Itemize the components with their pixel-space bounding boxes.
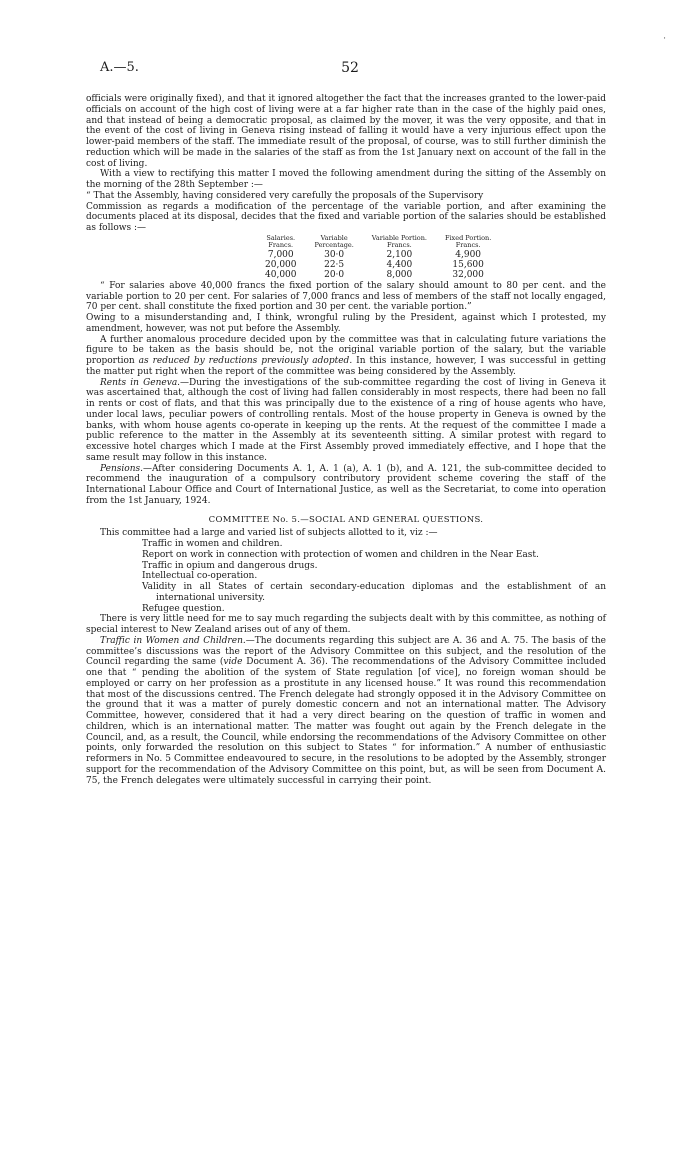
list-item: Report on work in connection with protection of women and children in the Near East. [142,549,539,560]
page-number: 52 [341,60,359,76]
list-item: Validity in all States of certain secondary-education diplomas and the establishment of an international university. [142,582,606,603]
table-cell: 4,400 [386,259,413,270]
paragraph-amendment: With a view to rectifying this matter I moved the following amendment during the sitting of the Assembly on the morning of the 28th September :— [86,169,606,190]
paragraph-rents-in-geneva: Rents in Geneva.—During the investigations of the sub-committee regarding the cost of living in Geneva it was ascertained that, although the cost of living had fallen considerably in most respects, there had been no fall in rents or cost of flats, and that this was principally due to the existence of a ring of house agents who have, under local laws, peculiar powers of controlling rentals. Most of the house property in Geneva is owned by the banks, with whom house agents co-operate in keeping up the rents. At the request of the committee I made a public reference to the matter in the Assembly at its seventeenth sitting. A similar protest with regard to excessive hotel charges which I made at the First Assembly proved immediately effective, and I hope that the same result may follow in this instance. [86,377,606,463]
table-cell: 8,000 [386,269,413,280]
paragraph-pensions: Pensions.—After considering Documents A. 1, A. 1 (a), A. 1 (b), and A. 121, the sub-committee decided to recommend the inauguration of a compulsory contributory provident scheme covering the staff of the International Labour Office and Court of International Justice, as well as the Secretariat, to come into operation from the 1st January, 1924. [86,463,606,506]
page-header [100,60,600,82]
table-cell: 32,000 [452,269,484,280]
table-cell: 40,000 [265,269,297,280]
col-header-fixed-portion: Fixed Portion. Francs. [444,233,492,250]
salary-table-header [256,235,500,250]
table-row [256,250,500,260]
traffic-heading: Traffic in Women and Children. [100,635,246,646]
body-text [86,94,606,786]
table-cell: 30·0 [324,249,345,260]
salary-table [256,235,500,280]
col-header-variable-portion: Variable Portion. Francs. [371,233,427,250]
table-row [256,270,500,280]
table-cell: 4,900 [455,249,482,260]
table-cell: 20·0 [324,269,345,280]
paragraph-committee-subjects: This committee had a large and varied list of subjects allotted to it, viz :— [100,528,438,539]
subjects-list [86,539,606,614]
table-cell: 20,000 [265,259,297,270]
list-item: Intellectual co-operation. [142,571,258,582]
document-reference: A.—5. [100,60,139,75]
paragraph-anomalous-procedure: A further anomalous procedure decided upon by the committee was that in calculating future variations the figure to be taken as the basis should be, not the original variable portion of the salary, but the variable proportion as reduced by reductions previously adopted. In this instance, however, I was successful in getting the matter put right when the report of the committee was being considered by the Assembly. [86,334,606,377]
paragraph-officials: officials were originally fixed), and that it ignored altogether the fact that the increases granted to the lower-paid officials on account of the high cost of living were at a far higher rate than in the case of the highly paid ones, and that instead of being a democratic proposal, as claimed by the mover, it was the very opposite, and that in the event of the cost of living in Geneva rising instead of falling it would have a very injurious effect upon the lower-paid members of the staff. The immediate result of the proposal, of course, was to still further diminish the reduction which will be made in the salaries of the staff as from the 1st January next on account of the fall in the cost of living. [86,94,606,169]
rents-heading: Rents in Geneva. [100,377,181,388]
paragraph-misunderstanding: Owing to a misunderstanding and, I think, wrongful ruling by the President, against which I protested, my amendment, however, was not put before the Assembly. [86,313,606,334]
col-header-salaries: Salaries. Francs. [266,233,296,250]
table-cell: 22·5 [324,259,345,270]
quote-closing: “ For salaries above 40,000 francs the fixed portion of the salary should amount to 80 per cent. and the variable portion to 20 per cent. For salaries of 7,000 francs and less of members of the staff not locally engaged, 70 per cent. shall constitute the fixed portion and 30 per cent. the variable portion.” [86,280,606,313]
quote-opening: “ That the Assembly, having considered very carefully the proposals of the Supervisory [86,190,484,201]
section-heading-committee-5: COMMITTEE No. 5.—SOCIAL AND GENERAL QUESTIONS. [208,514,484,525]
list-item: Refugee question. [142,603,225,614]
table-cell: 15,600 [452,259,484,270]
table-cell: 2,100 [386,249,413,260]
col-header-variable-percentage: Variable Percentage. [314,233,354,250]
table-cell: 7,000 [267,249,294,260]
list-item: Traffic in opium and dangerous drugs. [142,560,318,571]
table-row [256,260,500,270]
margin-mark: · [663,34,666,44]
quote-body: Commission as regards a modification of the percentage of the variable portion, and after examining the documents placed at its disposal, decides that the fixed and variable portion of the salaries should be established as follows :— [86,201,606,233]
pensions-heading: Pensions. [100,463,143,474]
list-item: Traffic in women and children. [142,539,283,549]
paragraph-little-need: There is very little need for me to say much regarding the subjects dealt with by this committee, as nothing of special interest to New Zealand arises out of any of them. [86,614,606,635]
paragraph-traffic-in-women: Traffic in Women and Children.—The documents regarding this subject are A. 36 and A. 75. The basis of the committee’s discussions was the report of the Advisory Committee on this subject, and the resolution of the Council regarding the same (vide Document A. 36). The recommendations of the Advisory Committee included one that “ pending the abolition of the system of State regulation [of vice], no foreign woman should be employed or carry on her profession as a prostitute in any licensed house.” It was round this recommendation that most of the discussions centred. The French delegate had strongly opposed it in the Advisory Committee on the ground that it was a matter of purely domestic concern and not an international matter. The Advisory Committee, however, considered that it had a very direct bearing on the question of traffic in women and children, which is an international matter. The matter was fought out again by the French delegate in the Council, and, as a result, the Council, while endorsing the recommendations of the Advisory Committee on other points, only forwarded the resolution on this subject to States “ for information.” A number of enthusiastic reformers in No. 5 Committee endeavoured to secure, in the resolutions to be adopted by the Assembly, stronger support for the recommendation of the Advisory Committee on this point, but, as will be seen from Document A. 75, the French delegates were ultimately successful in carrying their point. [86,635,606,786]
